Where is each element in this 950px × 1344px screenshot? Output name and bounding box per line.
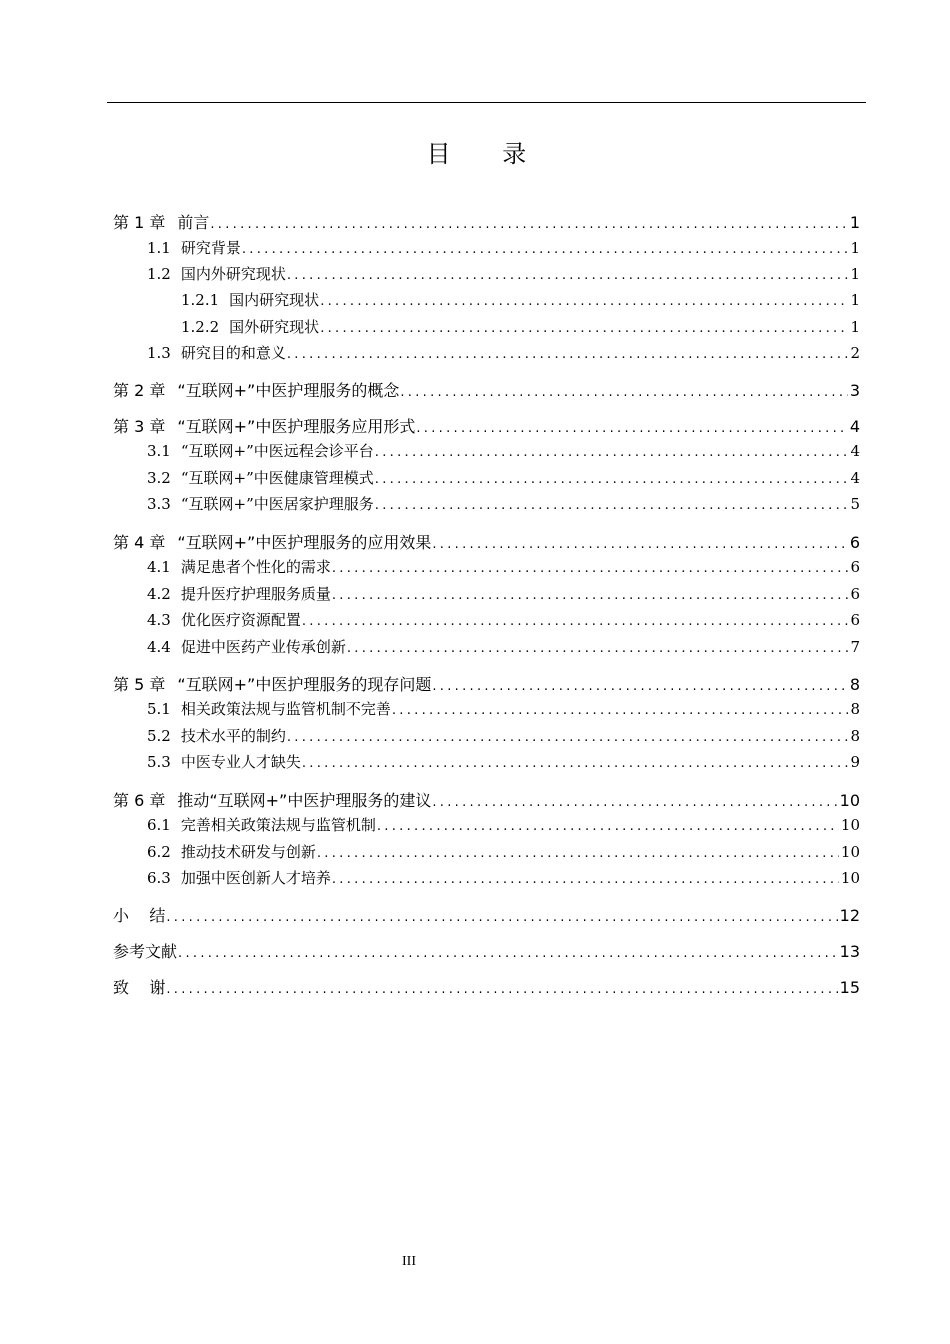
- dot-leader: [416, 421, 847, 436]
- toc-entry-number: 第 1 章: [113, 213, 166, 232]
- dot-leader: [432, 795, 837, 810]
- toc-entry-number: 6.3: [147, 869, 171, 887]
- toc-entry-1-2[interactable]: [147, 263, 860, 284]
- toc-entry-label: 促进中医药产业传承创新: [180, 638, 346, 656]
- dot-leader: [332, 588, 849, 603]
- toc-entry-number: 4.4: [147, 638, 171, 656]
- toc-entry-page: 6: [850, 585, 860, 603]
- dot-leader: [302, 614, 849, 629]
- toc-entry-4-1[interactable]: [147, 556, 860, 577]
- toc-entry-page: 13: [839, 942, 860, 961]
- dot-leader: [377, 819, 839, 834]
- toc-entry-6-2[interactable]: [147, 841, 860, 862]
- toc-entry-number: 3.2: [147, 469, 171, 487]
- toc-entry-label: 完善相关政策法规与监管机制: [180, 816, 376, 834]
- toc-entry-number: 1.2.2: [181, 318, 220, 336]
- toc-entry-3-1[interactable]: [147, 440, 860, 461]
- toc-entry-page: 4: [849, 417, 860, 436]
- dot-leader: [332, 872, 839, 887]
- toc-entry-4-4[interactable]: [147, 636, 860, 657]
- toc-entry-page: 4: [850, 442, 860, 460]
- dot-leader: [375, 445, 849, 460]
- toc-entry-page: 7: [850, 638, 860, 656]
- toc-entry-1-2-1[interactable]: [181, 289, 860, 310]
- toc-title: 目 录: [426, 140, 549, 168]
- dot-leader: [400, 385, 847, 400]
- toc-entry-label: 国内外研究现状: [180, 265, 286, 283]
- dot-leader: [332, 561, 849, 576]
- toc-entry-page: 6: [849, 533, 860, 552]
- toc-entry-5-1[interactable]: [147, 698, 860, 719]
- dot-leader: [392, 703, 849, 718]
- toc-entry-label: 小 结: [113, 906, 166, 925]
- dot-leader: [375, 498, 849, 513]
- toc-entry-label: 优化医疗资源配置: [180, 611, 301, 629]
- toc-entry-3-2[interactable]: [147, 467, 860, 488]
- toc-entry-label: “互联网+”中医居家护理服务: [180, 495, 374, 513]
- toc-entry-1-3[interactable]: [147, 342, 860, 363]
- dot-leader: [317, 846, 839, 861]
- toc-entry-ch4[interactable]: [113, 530, 860, 553]
- toc-entry-label: 前言: [177, 213, 210, 232]
- toc-entry-number: 1.1: [147, 239, 171, 257]
- toc-entry-label: “互联网+”中医护理服务的现存问题: [177, 675, 432, 694]
- toc-entry-number: 5.3: [147, 753, 171, 771]
- toc-entry-number: 1.2.1: [181, 291, 220, 309]
- toc-entry-label: 参考文献: [113, 942, 178, 961]
- toc-entry-number: 第 5 章: [113, 675, 166, 694]
- toc-entry-label: 研究目的和意义: [180, 344, 286, 362]
- toc-entry-number: 第 4 章: [113, 533, 166, 552]
- toc-entry-number: 3.1: [147, 442, 171, 460]
- toc-entry-ch2[interactable]: [113, 378, 860, 401]
- toc-entry-page: 6: [850, 558, 860, 576]
- toc-entry-label: 满足患者个性化的需求: [180, 558, 331, 576]
- toc-entry-5-2[interactable]: [147, 725, 860, 746]
- toc-entry-page: 1: [850, 291, 860, 309]
- toc-entry-6-3[interactable]: [147, 867, 860, 888]
- dot-leader: [287, 268, 849, 283]
- toc-entry-number: 5.1: [147, 700, 171, 718]
- toc-entry-ch5[interactable]: [113, 672, 860, 695]
- toc-entry-page: 10: [839, 791, 860, 810]
- toc-entry-label: “互联网+”中医护理服务应用形式: [177, 417, 416, 436]
- toc-entry-label: 致 谢: [113, 978, 166, 997]
- dot-leader: [432, 679, 847, 694]
- dot-leader: [210, 217, 847, 232]
- dot-leader: [166, 910, 837, 925]
- toc-entry-number: 4.3: [147, 611, 171, 629]
- toc-entry-page: 8: [850, 727, 860, 745]
- toc-entry-page: 8: [849, 675, 860, 694]
- toc-entry-page: 4: [850, 469, 860, 487]
- toc-entry-number: 第 3 章: [113, 417, 166, 436]
- dot-leader: [320, 321, 848, 336]
- toc-entry-1-2-2[interactable]: [181, 316, 860, 337]
- toc-entry-label: 加强中医创新人才培养: [180, 869, 331, 887]
- toc-entry-number: 5.2: [147, 727, 171, 745]
- toc-entry-page: 1: [850, 239, 860, 257]
- toc-entry-number: 3.3: [147, 495, 171, 513]
- toc-entry-label: 相关政策法规与监管机制不完善: [180, 700, 391, 718]
- toc-entry-5-3[interactable]: [147, 751, 860, 772]
- toc-entry-page: 9: [850, 753, 860, 771]
- toc-entry-1-1[interactable]: [147, 237, 860, 258]
- toc-entry-4-3[interactable]: [147, 609, 860, 630]
- toc-entry-page: 8: [850, 700, 860, 718]
- dot-leader: [320, 294, 848, 309]
- toc-entry-page: 12: [839, 906, 860, 925]
- toc-entry-3-3[interactable]: [147, 493, 860, 514]
- dot-leader: [432, 537, 847, 552]
- toc-entry-number: 4.1: [147, 558, 171, 576]
- dot-leader: [287, 730, 849, 745]
- toc-entry-page: 1: [850, 265, 860, 283]
- toc-entry-label: 推动“互联网+”中医护理服务的建议: [177, 791, 432, 810]
- toc-entry-page: 6: [850, 611, 860, 629]
- dot-leader: [302, 756, 849, 771]
- toc-entry-6-1[interactable]: [147, 814, 860, 835]
- toc-entry-number: 4.2: [147, 585, 171, 603]
- toc-entry-page: 10: [840, 869, 860, 887]
- toc-entry-page: 10: [840, 843, 860, 861]
- toc-entry-page: 15: [839, 978, 860, 997]
- toc-entry-ch1[interactable]: [113, 210, 860, 233]
- toc-entry-summary[interactable]: [113, 903, 860, 926]
- toc-entry-ch3[interactable]: [113, 414, 860, 437]
- toc-entry-label: “互联网+”中医远程会诊平台: [180, 442, 374, 460]
- toc-entry-label: 推动技术研发与创新: [180, 843, 316, 861]
- toc-entry-label: 技术水平的制约: [180, 727, 286, 745]
- toc-entry-number: 1.2: [147, 265, 171, 283]
- page-number: III: [402, 1254, 416, 1269]
- dot-leader: [178, 946, 838, 961]
- toc-entry-page: 10: [840, 816, 860, 834]
- toc-entry-page: 1: [850, 318, 860, 336]
- dot-leader: [242, 242, 849, 257]
- toc-entry-references[interactable]: [113, 939, 860, 962]
- toc-entry-label: 中医专业人才缺失: [180, 753, 301, 771]
- toc-entry-label: 提升医疗护理服务质量: [180, 585, 331, 603]
- dot-leader: [347, 641, 849, 656]
- toc-entry-label: “互联网+”中医护理服务的概念: [177, 381, 400, 400]
- toc-entry-4-2[interactable]: [147, 583, 860, 604]
- toc-entry-page: 3: [849, 381, 860, 400]
- dot-leader: [166, 982, 837, 997]
- toc-entry-number: 1.3: [147, 344, 171, 362]
- toc-entry-label: 国内研究现状: [229, 291, 320, 309]
- toc-entry-ch6[interactable]: [113, 788, 860, 811]
- toc-entry-acknowledgements[interactable]: [113, 975, 860, 998]
- toc-entry-page: 1: [849, 213, 860, 232]
- toc-entry-number: 6.2: [147, 843, 171, 861]
- toc-entry-label: “互联网+”中医护理服务的应用效果: [177, 533, 432, 552]
- toc-entry-number: 第 2 章: [113, 381, 166, 400]
- toc-entry-number: 第 6 章: [113, 791, 166, 810]
- dot-leader: [375, 472, 849, 487]
- toc-entry-page: 5: [850, 495, 860, 513]
- toc-entry-label: 研究背景: [180, 239, 241, 257]
- toc-entry-page: 2: [850, 344, 860, 362]
- dot-leader: [287, 347, 849, 362]
- toc-entry-label: 国外研究现状: [229, 318, 320, 336]
- toc-entry-number: 6.1: [147, 816, 171, 834]
- toc-entry-label: “互联网+”中医健康管理模式: [180, 469, 374, 487]
